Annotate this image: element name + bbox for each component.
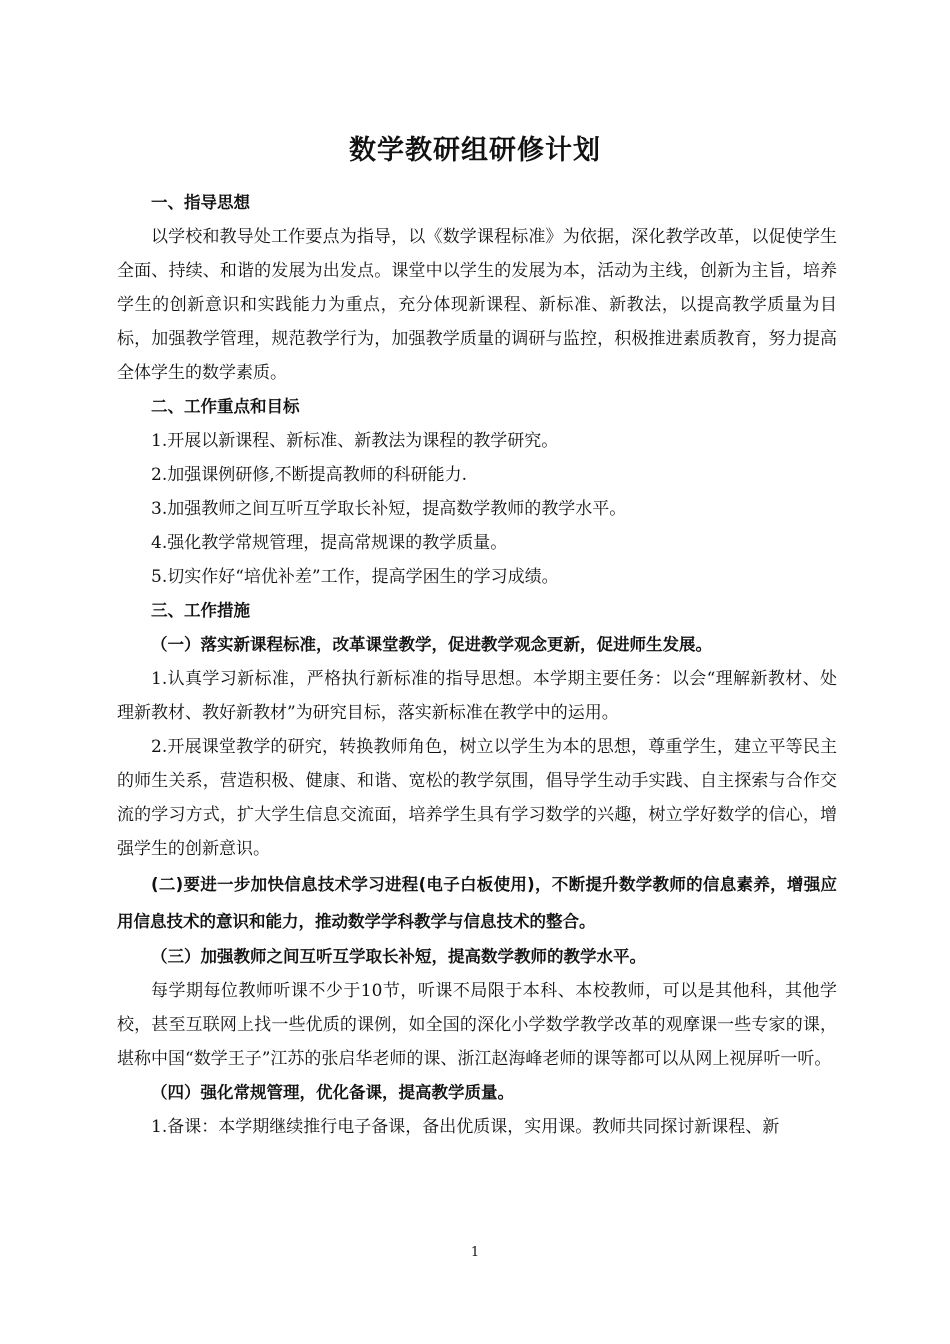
document-body	[117, 186, 837, 1144]
document-title: 数学教研组研修计划	[349, 135, 601, 166]
body-paragraph: 以学校和教导处工作要点为指导，以《数学课程标准》为依据，深化教学改革，以促使学生全面、持续、和谐的发展为出发点。课堂中以学生的发展为本，活动为主线，创新为主旨，培养学生的创新意识和实践能力为重点，充分体现新课程、新标准、新教法，以提高教学质量为目标，加强教学管理，规范教学行为，加强教学质量的调研与监控，积极推进素质教育，努力提高全体学生的数学素质。	[117, 227, 837, 383]
section-heading: 三、工作措施	[151, 601, 250, 620]
subsection-heading: （三）加强教师之间互听互学取长补短，提高数学教师的教学水平。	[151, 947, 646, 966]
page-number: 1	[470, 1245, 480, 1260]
body-paragraph: 每学期每位教师听课不少于10节，听课不局限于本科、本校教师，可以是其他科，其他学校，甚至互联网上找一些优质的课例，如全国的深化小学数学教学改革的观摩课一些专家的课，堪称中国“数学王子”江苏的张启华老师的课、浙江赵海峰老师的课等都可以从网上视屏听一听。	[117, 981, 837, 1069]
list-item: 2.加强课例研修,不断提高教师的科研能力.	[151, 465, 468, 485]
subsection-heading: （四）强化常规管理，优化备课，提高教学质量。	[151, 1083, 514, 1102]
list-item: 3.加强教师之间互听互学取长补短，提高数学教师的教学水平。	[151, 499, 627, 519]
body-paragraph: 2.开展课堂教学的研究，转换教师角色，树立以学生为本的思想，尊重学生，建立平等民主的师生关系，营造积极、健康、和谐、宽松的教学氛围，倡导学生动手实践、自主探索与合作交流的学习方式，扩大学生信息交流面，培养学生具有学习数学的兴趣，树立学好数学的信心，增强学生的创新意识。	[117, 737, 837, 859]
section-heading: 二、工作重点和目标	[151, 397, 300, 416]
subsection-heading: （一）落实新课程标准，改革课堂教学，促进教学观念更新，促进师生发展。	[151, 635, 712, 654]
body-paragraph: 1.认真学习新标准，严格执行新标准的指导思想。本学期主要任务：以会“理解新教材、处理新教材、教好新教材”为研究目标，落实新标准在教学中的运用。	[117, 669, 837, 723]
list-item: 4.强化教学常规管理，提高常规课的教学质量。	[151, 533, 508, 553]
list-item: 5.切实作好“培优补差”工作，提高学困生的学习成绩。	[151, 567, 559, 587]
section-heading: 一、指导思想	[151, 193, 250, 212]
subsection-heading-block: (二)要进一步加快信息技术学习进程(电子白板使用)，不断提升数学教师的信息素养，增强应用信息技术的意识和能力，推动数学学科教学与信息技术的整合。	[117, 875, 837, 931]
body-paragraph: 1.备课：本学期继续推行电子备课，备出优质课，实用课。教师共同探讨新课程、新	[151, 1117, 780, 1137]
list-item: 1.开展以新课程、新标准、新教法为课程的教学研究。	[151, 431, 559, 451]
